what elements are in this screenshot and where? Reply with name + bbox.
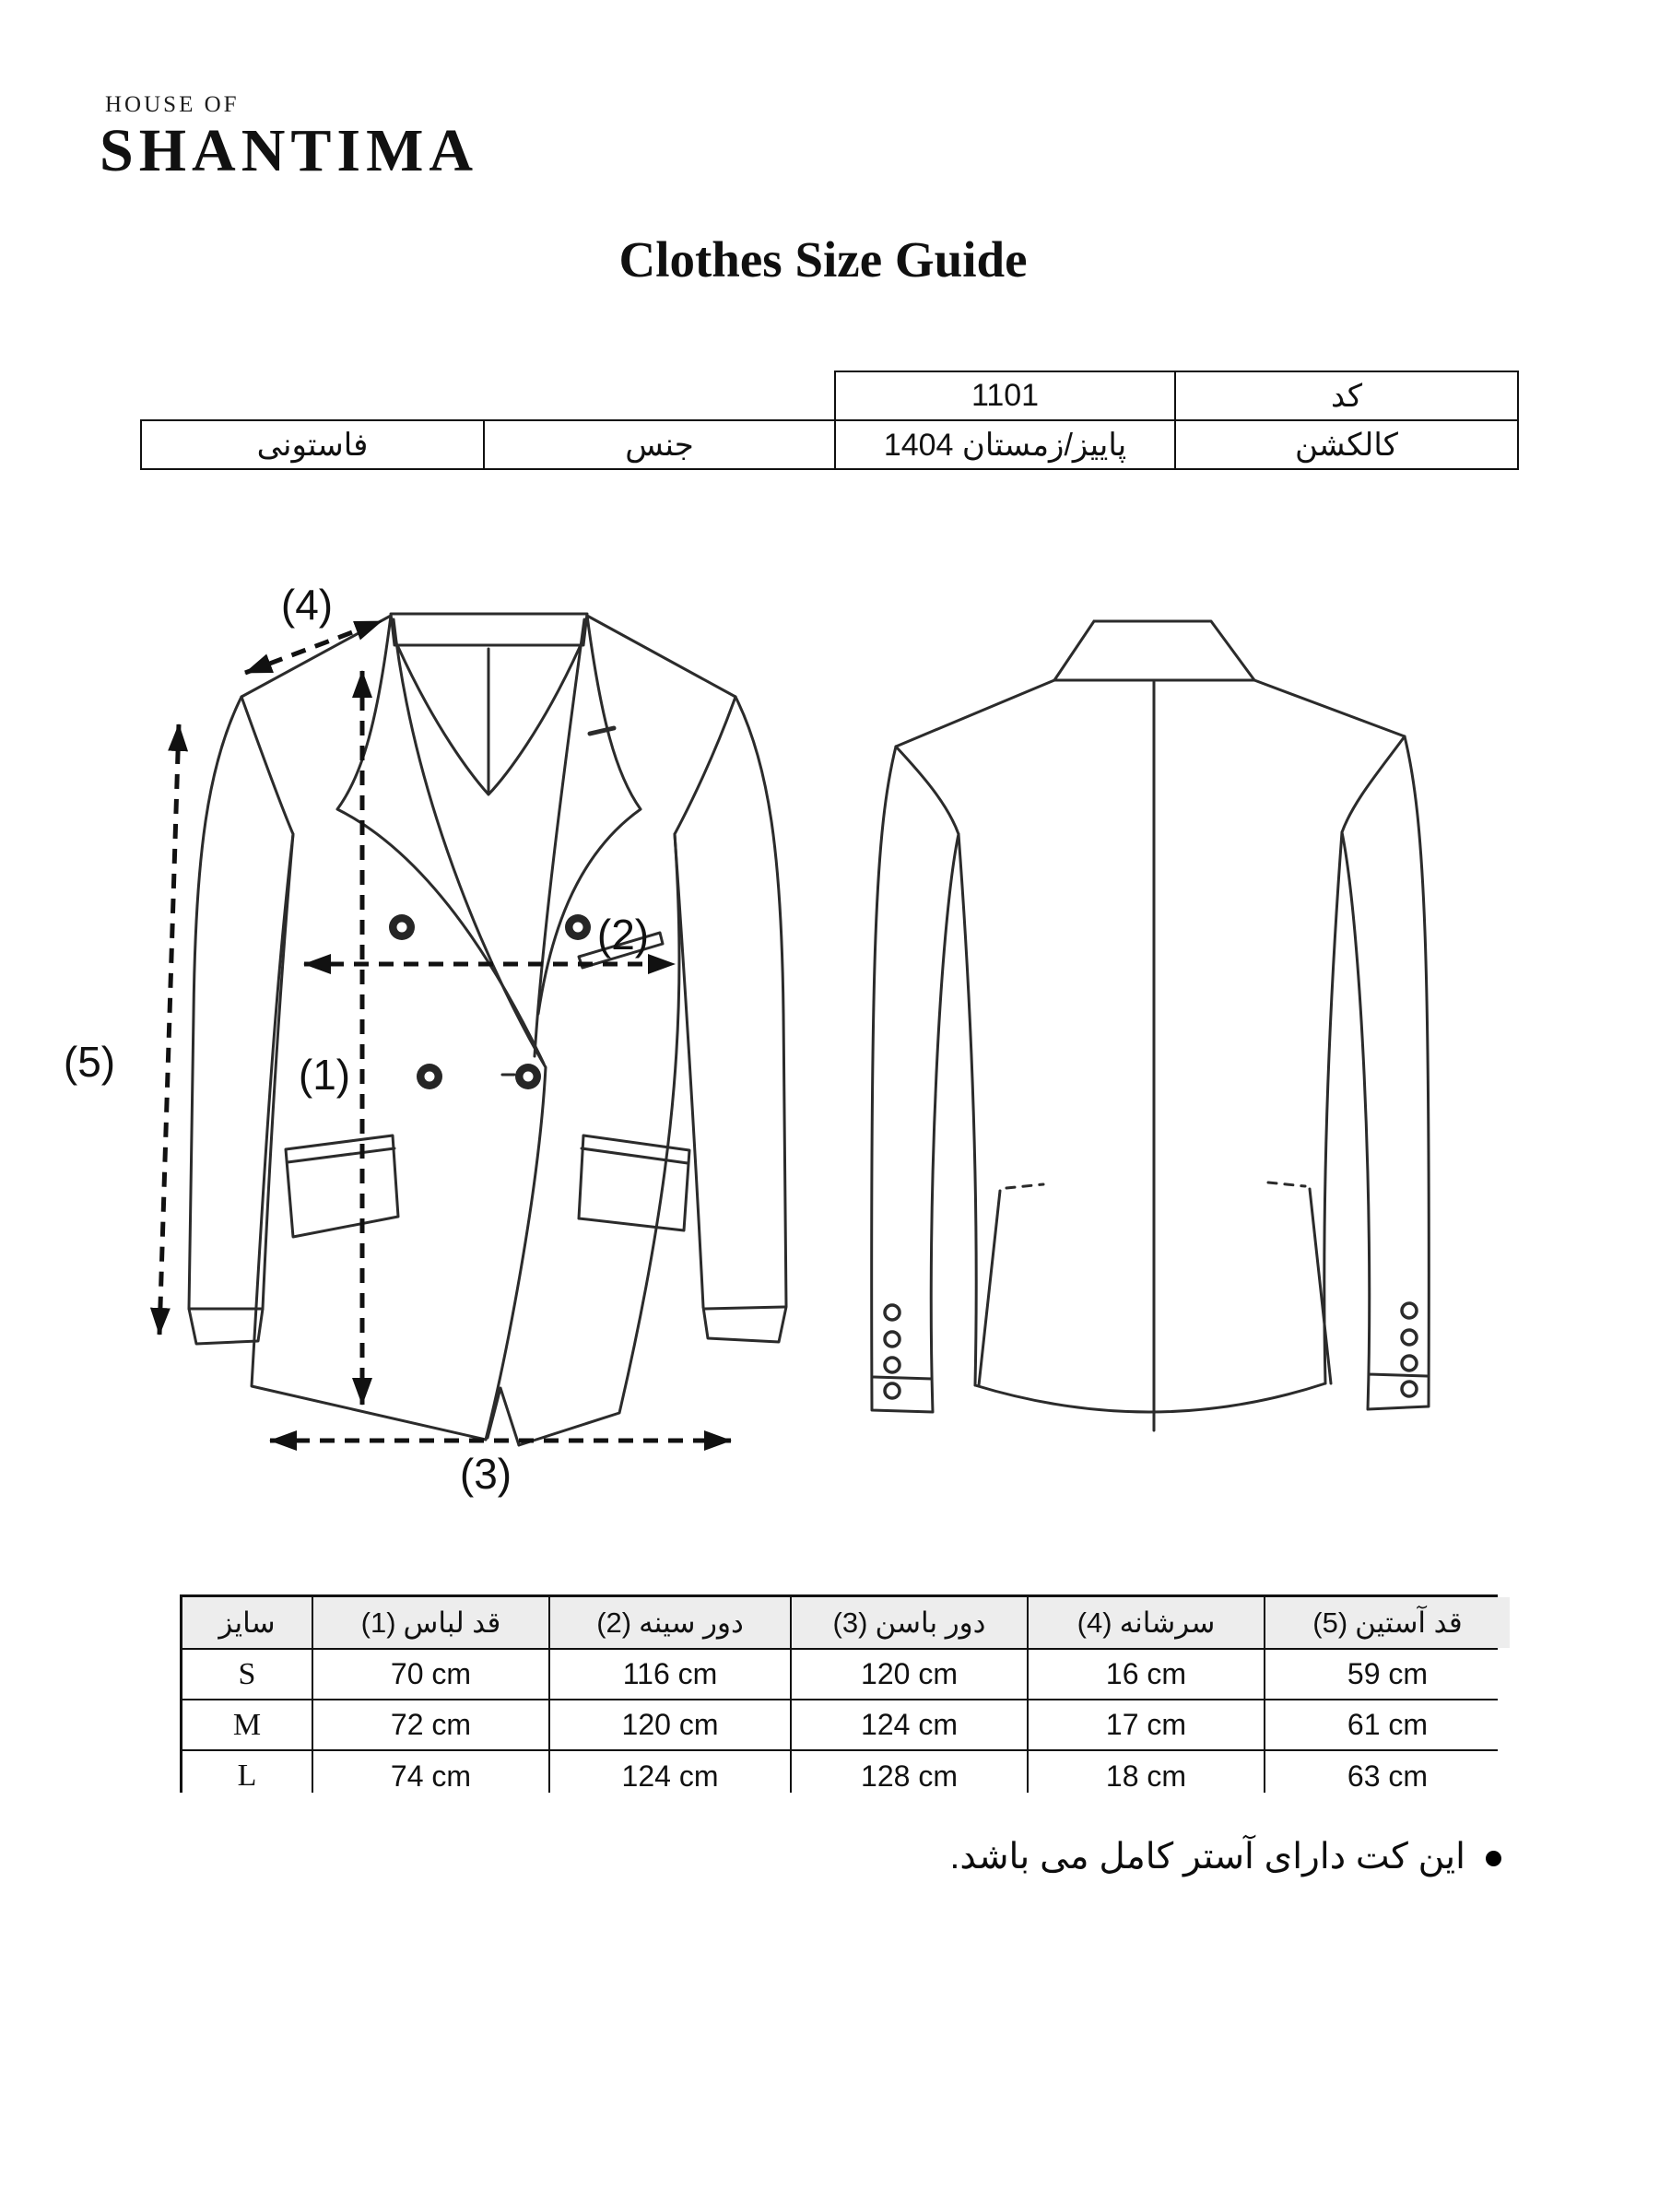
size-table xyxy=(180,1594,1498,1793)
back-hem xyxy=(975,1383,1325,1412)
front-right-sleeve-seam xyxy=(675,697,784,1309)
header-sleeve-text: قد آستین xyxy=(1355,1606,1463,1639)
row-s-hip: 120 cm xyxy=(792,1650,1027,1699)
header-hip-text: دور باسن xyxy=(875,1606,986,1639)
row-s-chest: 116 cm xyxy=(550,1650,790,1699)
front-right-hip-pocket xyxy=(579,1135,689,1230)
info-fabric-value: فاستونی xyxy=(140,419,485,470)
front-collar xyxy=(391,614,587,645)
front-left-roll-line xyxy=(394,619,546,1440)
row-m-chest: 120 cm xyxy=(550,1700,790,1749)
row-s-sleeve: 59 cm xyxy=(1265,1650,1510,1699)
brand-house-of: HOUSE OF xyxy=(105,92,240,117)
info-collection-label: کالکشن xyxy=(1174,419,1519,470)
note-bullet-icon xyxy=(1486,1851,1501,1866)
brand-name: SHANTIMA xyxy=(100,117,479,184)
front-neck-opening xyxy=(398,647,580,794)
label-4: (4) xyxy=(280,581,334,629)
row-m-shoulder: 17 cm xyxy=(1029,1700,1264,1749)
row-m-sleeve: 61 cm xyxy=(1265,1700,1510,1749)
info-code-label: کد xyxy=(1174,371,1519,421)
size-table-header-chest xyxy=(550,1597,790,1648)
row-l-sleeve: 63 cm xyxy=(1265,1751,1510,1801)
info-code-value: 1101 xyxy=(834,371,1176,421)
label-5: (5) xyxy=(63,1038,116,1086)
info-fabric-label: جنس xyxy=(483,419,836,470)
header-hip-num: (3) xyxy=(832,1606,868,1639)
row-s-size: S xyxy=(182,1650,312,1699)
lining-note: این کت دارای آستر کامل می باشد. xyxy=(949,1837,1465,1877)
sleeve-measure-arrow xyxy=(159,724,179,1335)
row-l-length: 74 cm xyxy=(313,1751,548,1801)
row-m-length: 72 cm xyxy=(313,1700,548,1749)
size-table-header-length xyxy=(313,1597,548,1648)
header-chest-num: (2) xyxy=(596,1606,632,1639)
label-1: (1) xyxy=(298,1051,351,1099)
header-length-text: قد لباس xyxy=(403,1606,501,1639)
back-dart-notches xyxy=(1006,1182,1305,1188)
back-shoulders xyxy=(896,680,1405,747)
size-table-header-shoulder xyxy=(1029,1597,1264,1648)
back-side-seams xyxy=(959,832,1342,1385)
row-l-hip: 128 cm xyxy=(792,1751,1027,1801)
back-jacket-drawing xyxy=(872,621,1430,1430)
label-3: (3) xyxy=(459,1450,512,1498)
shoulder-measure-arrow xyxy=(245,621,382,673)
size-table-header-sleeve xyxy=(1265,1597,1510,1648)
header-chest-text: دور سینه xyxy=(639,1606,744,1639)
info-collection-value: پاییز/زمستان 1404 xyxy=(834,419,1176,470)
row-l-shoulder: 18 cm xyxy=(1029,1751,1264,1801)
row-s-length: 70 cm xyxy=(313,1650,548,1699)
back-collar xyxy=(1054,621,1254,680)
front-buttons xyxy=(389,914,591,1089)
row-l-chest: 124 cm xyxy=(550,1751,790,1801)
front-left-lapel xyxy=(337,616,544,1064)
front-jacket-drawing xyxy=(189,614,786,1445)
header-size-text: سایز xyxy=(218,1606,276,1639)
front-right-sleeve xyxy=(703,697,786,1342)
lapel-pin xyxy=(590,728,614,734)
size-table-header-size xyxy=(182,1597,312,1648)
front-left-hip-pocket xyxy=(286,1135,398,1237)
jacket-technical-drawing xyxy=(0,553,1659,1585)
row-l-size: L xyxy=(182,1751,312,1801)
header-shoulder-num: (4) xyxy=(1077,1606,1112,1639)
header-length-num: (1) xyxy=(360,1606,396,1639)
size-table-header-hip xyxy=(792,1597,1027,1648)
back-cuff-buttons xyxy=(885,1303,1417,1398)
header-shoulder-text: سرشانه xyxy=(1119,1606,1216,1639)
front-left-sleeve xyxy=(189,697,263,1344)
row-m-size: M xyxy=(182,1700,312,1749)
label-2: (2) xyxy=(596,911,650,959)
header-sleeve-num: (5) xyxy=(1312,1606,1348,1639)
page-title: Clothes Size Guide xyxy=(618,231,1028,288)
row-m-hip: 124 cm xyxy=(792,1700,1027,1749)
row-s-shoulder: 16 cm xyxy=(1029,1650,1264,1699)
